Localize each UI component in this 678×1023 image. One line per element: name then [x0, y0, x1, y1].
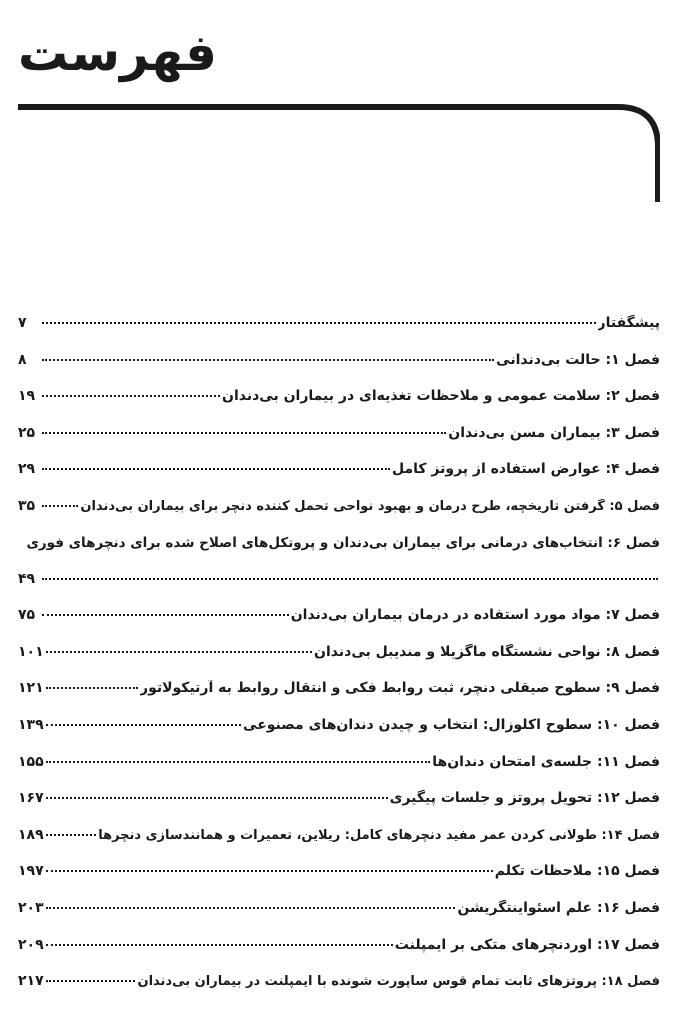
toc-entry[interactable]	[18, 352, 660, 389]
dot-leader	[46, 797, 388, 799]
toc-entry[interactable]	[18, 900, 660, 937]
toc-entry[interactable]	[18, 425, 660, 462]
toc-entry-title: فصل ۳: بیماران مسن بی‌دندان	[448, 424, 660, 441]
toc-entry-title: فصل ۱۵: ملاحظات تکلم	[494, 863, 660, 880]
toc-entry-title: فصل ۱: حالت بی‌دندانی	[496, 351, 660, 368]
toc-entry[interactable]	[18, 461, 660, 498]
toc-entry-page: ۲۰۳	[18, 899, 44, 916]
toc-entry-title: فصل ۱۶: علم اسئواینتگریشن	[457, 899, 660, 916]
toc-entry-page: ۱۶۷	[18, 790, 44, 807]
toc-entry-page: ۱۲۱	[18, 680, 44, 697]
toc-entry-title: فصل ۱۱: جلسه‌ی امتحان دندان‌ها	[432, 753, 660, 770]
dot-leader	[46, 834, 97, 836]
toc-entry-page: ۳۵	[18, 497, 36, 514]
toc-entry[interactable]	[18, 863, 660, 900]
toc-entry-title: فصل ۱۰: سطوح اکلوزال: انتخاب و چیدن دندان‌های مصنوعی	[243, 716, 660, 733]
toc-entry-page: ۲۵	[18, 424, 36, 441]
dot-leader	[46, 687, 138, 689]
dot-leader	[46, 980, 136, 982]
toc-entry[interactable]	[18, 607, 660, 644]
dot-leader	[46, 870, 493, 872]
toc-entry[interactable]	[18, 535, 660, 608]
toc-entry-page: ۷	[18, 315, 27, 331]
toc-entry[interactable]	[18, 315, 660, 352]
toc-entry-page: ۲۹	[18, 461, 36, 478]
header-rule	[18, 104, 660, 204]
toc-entry-page: ۷۵	[18, 607, 36, 624]
toc-entry[interactable]	[18, 644, 660, 681]
dot-leader	[46, 651, 312, 653]
dot-leader	[42, 432, 446, 434]
dot-leader	[42, 578, 658, 580]
toc-entry-title: فصل ۶: انتخاب‌های درمانی برای بیماران بی‌دندان و پروتکل‌های اصلاح شده برای دنچرهای فوری	[26, 534, 660, 551]
toc-entry[interactable]	[18, 973, 660, 1010]
dot-leader	[46, 907, 456, 909]
toc-entry[interactable]	[18, 680, 660, 717]
dot-leader	[42, 322, 596, 324]
page-title: فهرست	[18, 24, 217, 82]
dot-leader	[46, 724, 241, 726]
toc-entry-title: پیشگفتار	[597, 315, 660, 331]
toc-entry[interactable]	[18, 717, 660, 754]
toc-entry-title: فصل ۹: سطوح صیقلی دنچر، ثبت روابط فکی و انتقال روابط به آرتیکولاتور	[140, 680, 660, 697]
toc-entry-page: ۱۹	[18, 388, 36, 405]
toc-entry[interactable]	[18, 498, 660, 535]
dot-leader	[42, 468, 390, 470]
toc-entry-title: فصل ۱۴: طولانی کردن عمر مفید دنچرهای کامل: ریلاین، تعمیرات و همانندسازی دنچرها	[98, 827, 660, 843]
toc-entry[interactable]	[18, 754, 660, 791]
toc-entry-title: فصل ۱۲: تحویل پروتز و جلسات پیگیری	[389, 790, 660, 807]
toc-entry-title: فصل ۲: سلامت عمومی و ملاحظات تغذیه‌ای در بیماران بی‌دندان	[222, 388, 660, 405]
toc-entry-page: ۱۰۱	[18, 643, 44, 660]
toc-entry-page: ۸	[18, 351, 27, 368]
toc-entry-page: ۱۸۹	[18, 826, 44, 843]
toc-entry-title: فصل ۱۸: پروتزهای ثابت تمام قوس ساپورت شونده با ایمپلنت در بیماران بی‌دندان	[137, 974, 660, 990]
toc-entry-title: فصل ۵: گرفتن تاریخچه، طرح درمان و بهبود نواحی تحمل کننده دنچر برای بیماران بی‌دندان	[80, 498, 660, 514]
toc-entry-title: فصل ۸: نواحی نشستگاه ماگزیلا و مندیبل بی‌دندان	[314, 643, 660, 660]
table-of-contents	[18, 315, 660, 1010]
dot-leader	[46, 761, 431, 763]
toc-entry-page: ۴۹	[18, 570, 36, 587]
toc-entry-title: فصل ۷: مواد مورد استفاده در درمان بیماران بی‌دندان	[290, 607, 660, 624]
toc-entry-title: فصل ۴: عوارض استفاده از پروتز کامل	[391, 461, 660, 478]
toc-entry-title: فصل ۱۷: اوردنچرهای متکی بر ایمپلنت	[394, 936, 660, 953]
toc-entry-page: ۲۱۷	[18, 973, 44, 990]
toc-entry-page: ۱۹۷	[18, 863, 44, 880]
toc-entry-leader-line	[18, 571, 660, 608]
toc-entry[interactable]	[18, 937, 660, 974]
dot-leader	[42, 359, 494, 361]
dot-leader	[42, 614, 289, 616]
toc-entry-page: ۱۵۵	[18, 753, 44, 770]
dot-leader	[42, 505, 78, 507]
dot-leader	[42, 395, 220, 397]
toc-entry[interactable]	[18, 827, 660, 864]
toc-entry-page: ۱۳۹	[18, 716, 44, 733]
dot-leader	[46, 944, 393, 946]
toc-entry[interactable]	[18, 790, 660, 827]
toc-entry[interactable]	[18, 388, 660, 425]
toc-entry-page: ۲۰۹	[18, 936, 44, 953]
